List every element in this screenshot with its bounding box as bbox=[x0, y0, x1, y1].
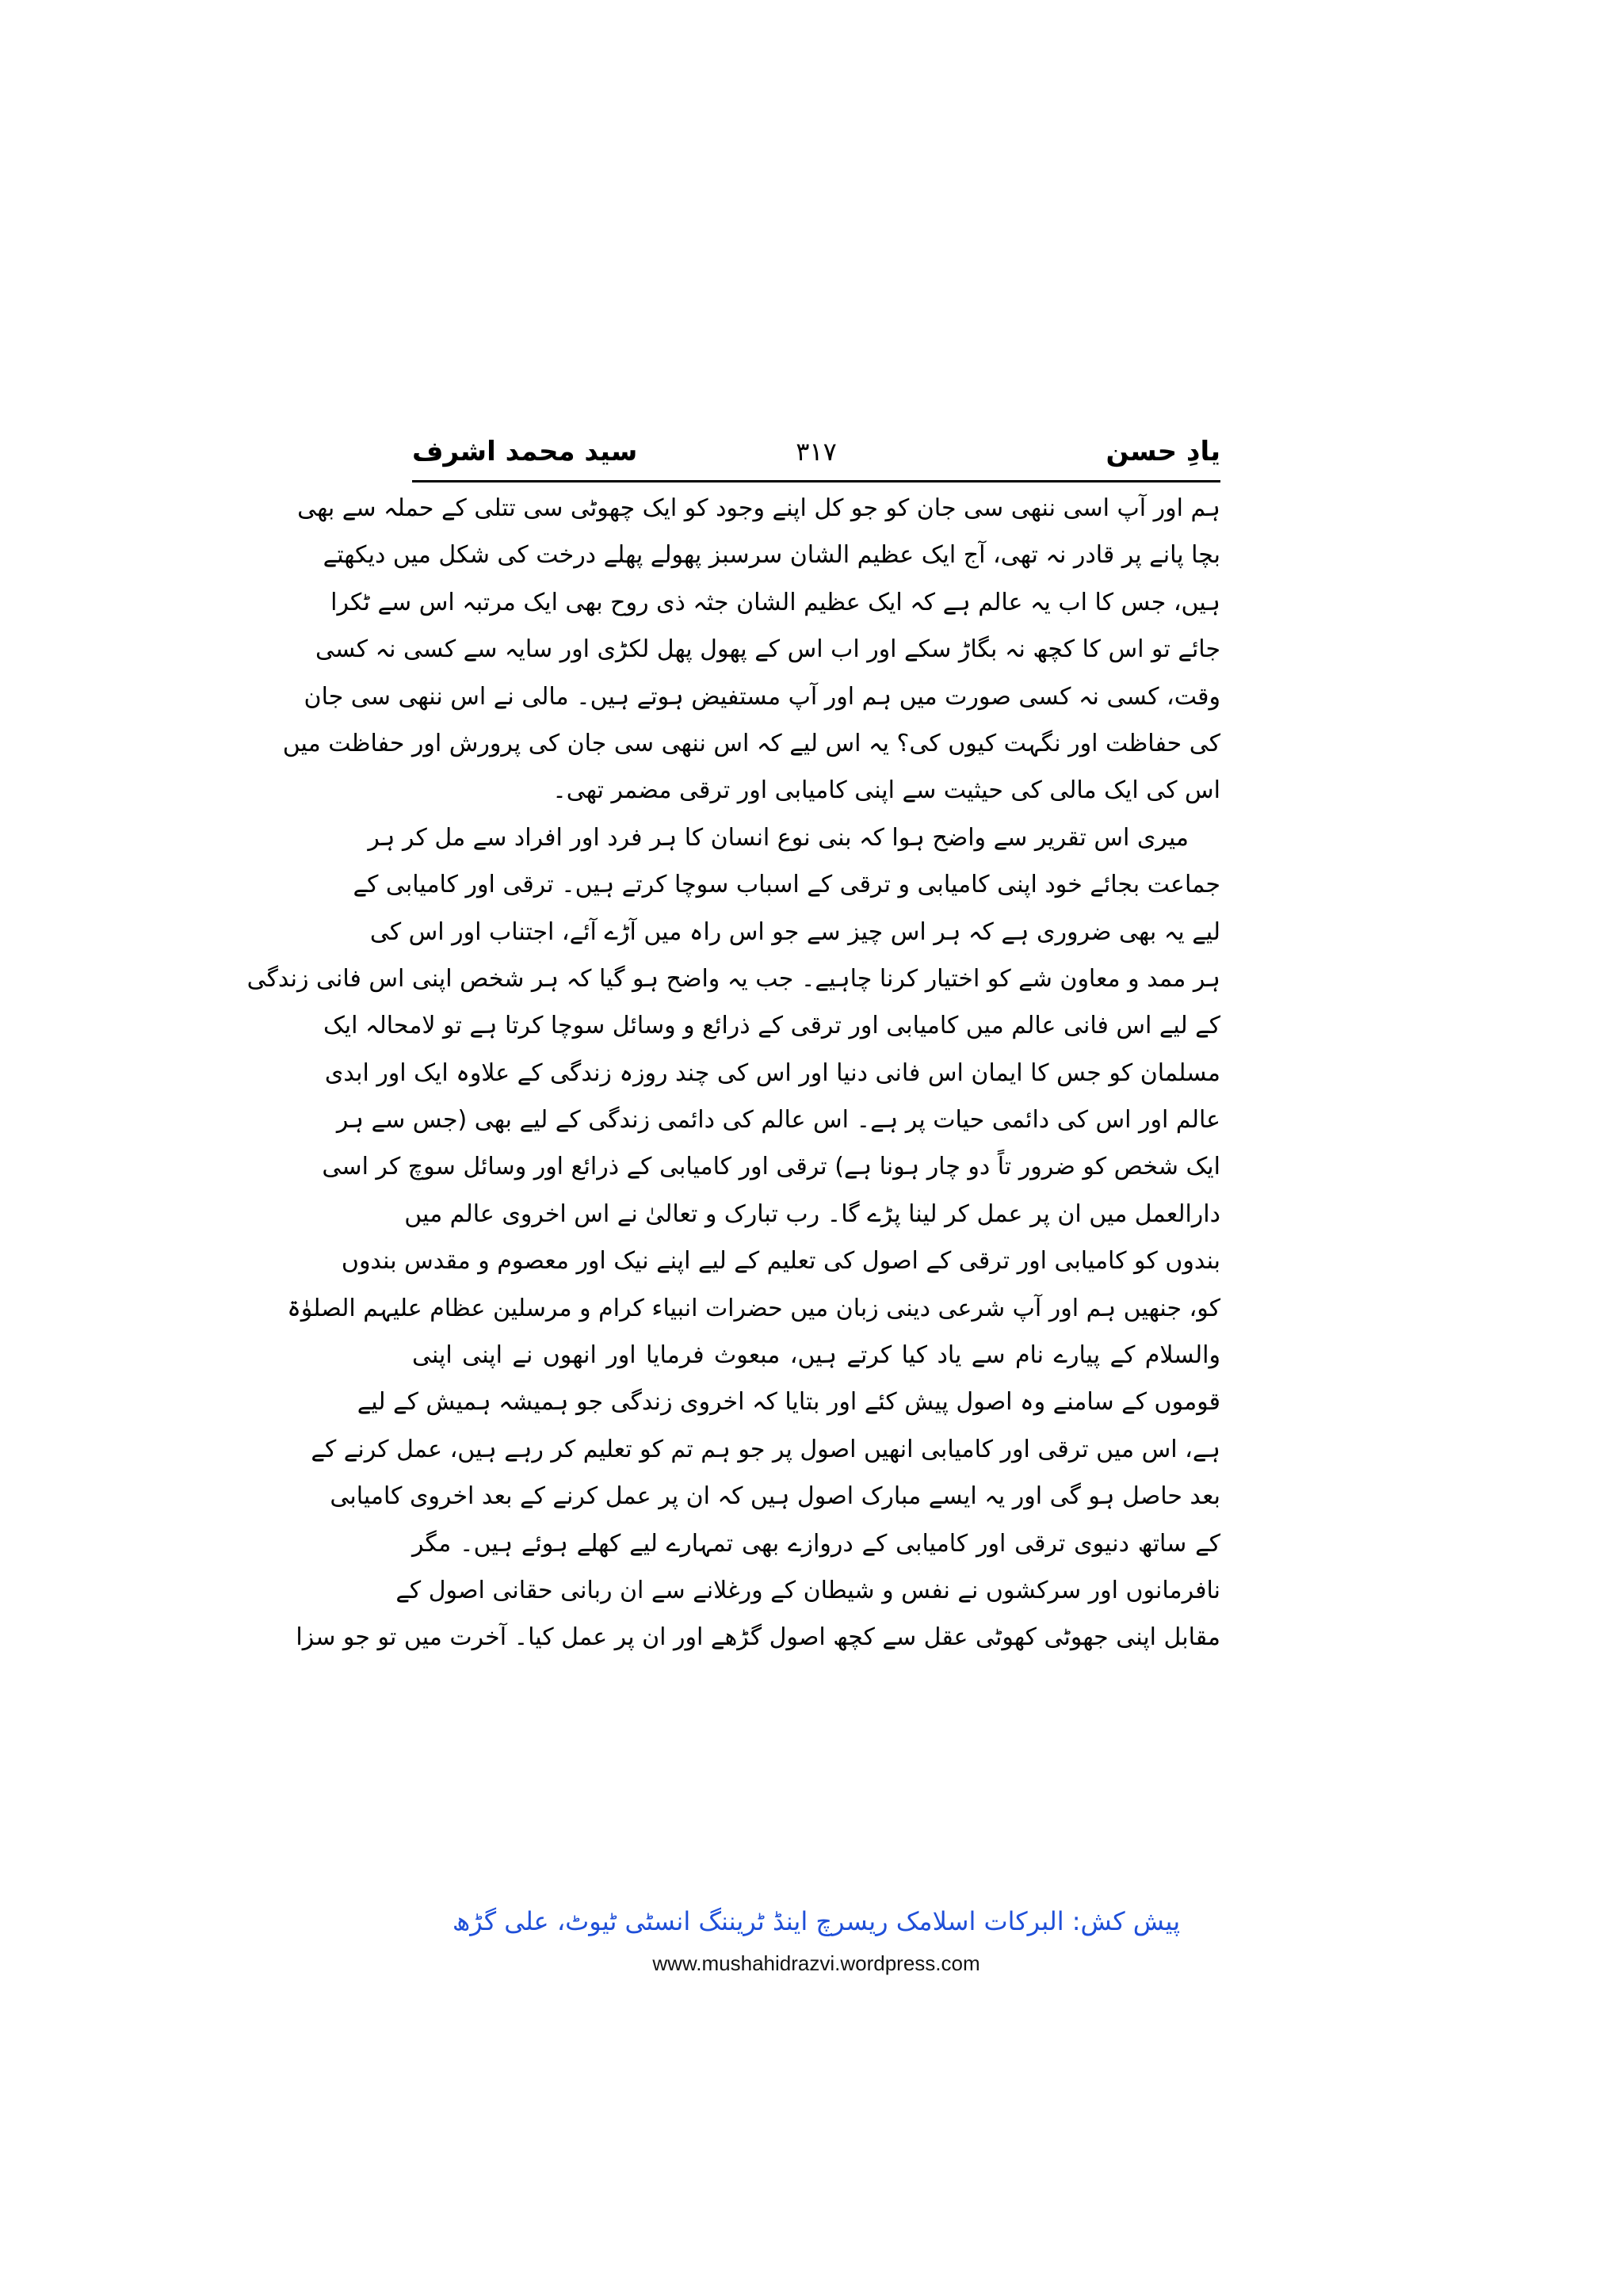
text-line: میری اس تقریر سے واضح ہوا کہ بنی نوع انسان کا ہر فرد اور افراد سے مل کر ہر bbox=[368, 823, 1189, 852]
text-line: جائے تو اس کا کچھ نہ بگاڑ سکے اور اب اس کے پھول پھل لکڑی اور سایہ سے کسی نہ کسی bbox=[315, 635, 1220, 664]
header-divider bbox=[412, 480, 1220, 482]
page-number: ۳۱۷ bbox=[796, 437, 837, 467]
paragraph bbox=[246, 814, 1220, 1661]
text-line: دارالعمل میں ان پر عمل کر لینا پڑے گا۔ رب تبارک و تعالیٰ نے اس اخروی عالم میں bbox=[404, 1199, 1220, 1228]
text-line: بعد حاصل ہو گی اور یہ ایسے مبارک اصول ہیں کہ ان پر عمل کرنے کے بعد اخروی کامیابی bbox=[330, 1482, 1220, 1511]
page-header bbox=[412, 428, 1220, 475]
text-line: قوموں کے سامنے وہ اصول پیش کئے اور بتایا کہ اخروی زندگی جو ہمیشہ ہمیش کے لیے bbox=[357, 1388, 1220, 1417]
text-line: ہے، اس میں ترقی اور کامیابی انھیں اصول پر جو ہم تم کو تعلیم کر رہے ہیں، عمل کرنے کے bbox=[311, 1435, 1220, 1463]
text-line: عالم اور اس کی دائمی حیات پر ہے۔ اس عالم کی دائمی زندگی کے لیے بھی (جس سے ہر bbox=[336, 1106, 1220, 1135]
text-line: کے ساتھ دنیوی ترقی اور کامیابی کے دروازے بھی تمہارے لیے کھلے ہوئے ہیں۔ مگر bbox=[412, 1529, 1220, 1558]
text-line: کی حفاظت اور نگہت کیوں کی؟ یہ اس لیے کہ اس ننھی سی جان کی پرورش اور حفاظت میں bbox=[282, 729, 1220, 757]
text-line: ہم اور آپ اسی ننھی سی جان کو جو کل اپنے وجود کو ایک چھوٹی سی تتلی کے حملہ سے بھی bbox=[297, 494, 1220, 522]
text-line: وقت، کسی نہ کسی صورت میں ہم اور آپ مستفیض ہوتے ہیں۔ مالی نے اس ننھی سی جان bbox=[304, 682, 1220, 711]
paragraph bbox=[282, 485, 1220, 814]
text-line: ہر ممد و معاون شے کو اختیار کرنا چاہیے۔ جب یہ واضح ہو گیا کہ ہر شخص اپنی اس فانی زندگی bbox=[246, 964, 1220, 993]
text-line: ایک شخص کو ضرور تاً دو چار ہونا ہے) ترقی اور کامیابی کے ذرائع اور وسائل سوچ کر اسی bbox=[322, 1153, 1220, 1181]
text-line: بچا پانے پر قادر نہ تھی، آج ایک عظیم الشان سرسبز پھولے پھلے درخت کی شکل میں دیکھتے bbox=[323, 541, 1220, 570]
text-line: لیے یہ بھی ضروری ہے کہ ہر اس چیز سے جو اس راہ میں آڑے آئے، اجتناب اور اس کی bbox=[369, 917, 1220, 946]
author-name: سید محمد اشرف bbox=[412, 436, 638, 467]
text-line: مقابل اپنی جھوٹی کھوٹی عقل سے کچھ اصول گڑھے اور ان پر عمل کیا۔ آخرت میں تو جو سزا bbox=[296, 1623, 1220, 1652]
text-line: کو، جنھیں ہم اور آپ شرعی دینی زبان میں حضرات انبیاء کرام و مرسلین عظام علیہم الصلوٰۃ bbox=[287, 1294, 1220, 1322]
text-line: نافرمانوں اور سرکشوں نے نفس و شیطان کے ورغلانے سے ان ربانی حقانی اصول کے bbox=[395, 1576, 1220, 1604]
website-url: www.mushahidrazvi.wordpress.com bbox=[652, 1951, 980, 1975]
book-title: یادِ حسن bbox=[1106, 436, 1220, 467]
body-text bbox=[246, 485, 1220, 1661]
text-line: کے لیے اس فانی عالم میں کامیابی اور ترقی کے ذرائع و وسائل سوچا کرتا ہے تو لامحالہ ایک bbox=[323, 1012, 1220, 1040]
text-line: مسلمان کو جس کا ایمان اس فانی دنیا اور اس کی چند روزہ زندگی کے علاوہ ایک اور ابدی bbox=[324, 1058, 1220, 1087]
text-line: والسلام کے پیارے نام سے یاد کیا کرتے ہیں، مبعوث فرمایا اور انھوں نے اپنی اپنی bbox=[412, 1341, 1220, 1370]
publisher-credit: پیش کش: البرکات اسلامک ریسرچ اینڈ ٹریننگ انسٹی ٹیوٹ، علی گڑھ bbox=[452, 1906, 1181, 1936]
text-line: اس کی ایک مالی کی حیثیت سے اپنی کامیابی اور ترقی مضمر تھی۔ bbox=[552, 776, 1220, 805]
text-line: بندوں کو کامیابی اور ترقی کے اصول کی تعلیم کے لیے اپنے نیک اور معصوم و مقدس بندوں bbox=[341, 1247, 1220, 1276]
text-line: جماعت بجائے خود اپنی کامیابی و ترقی کے اسباب سوچا کرتے ہیں۔ ترقی اور کامیابی کے bbox=[353, 871, 1220, 899]
text-line: ہیں، جس کا اب یہ عالم ہے کہ ایک عظیم الشان جثہ ذی روح بھی ایک مرتبہ اس سے ٹکرا bbox=[330, 588, 1220, 616]
